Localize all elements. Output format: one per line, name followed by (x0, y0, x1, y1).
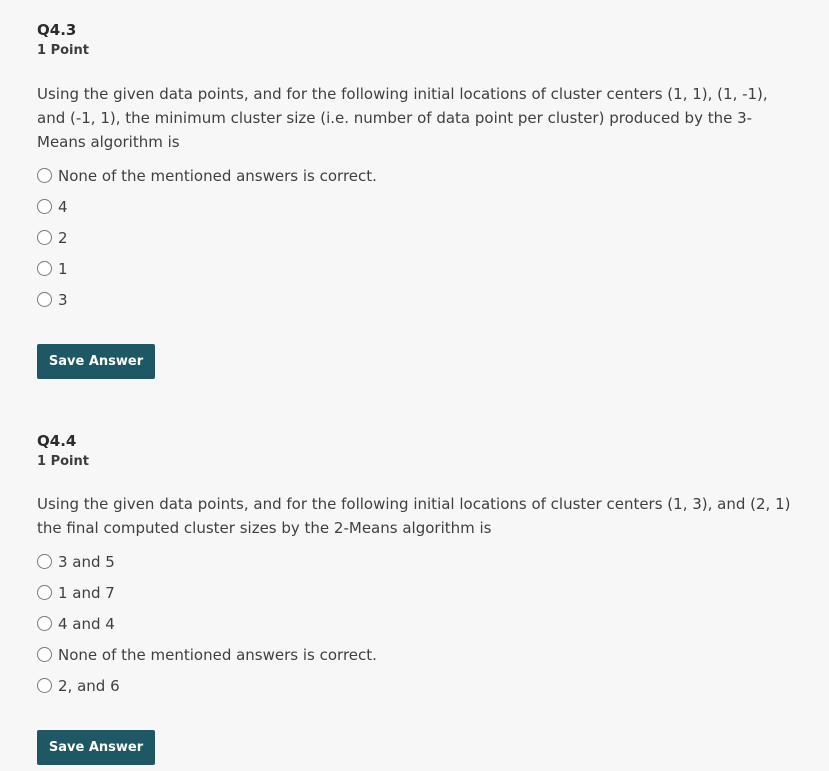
answer-option-2-and-6[interactable] (37, 670, 797, 701)
radio-button[interactable] (37, 168, 52, 183)
question-q4-3 (37, 20, 797, 379)
save-answer-button[interactable]: Save Answer (37, 344, 155, 379)
answer-option-1[interactable] (37, 253, 797, 284)
option-label: None of the mentioned answers is correct. (58, 166, 377, 185)
question-points: 1 Point (37, 454, 89, 469)
question-title: Q4.4 (37, 432, 77, 450)
answer-option-4[interactable] (37, 191, 797, 222)
option-label: 4 (58, 197, 68, 216)
radio-button[interactable] (37, 261, 52, 276)
answer-option-none-correct[interactable] (37, 639, 797, 670)
answer-option-3-and-5[interactable] (37, 546, 797, 577)
question-points: 1 Point (37, 43, 89, 58)
save-answer-button[interactable]: Save Answer (37, 730, 155, 765)
radio-button[interactable] (37, 199, 52, 214)
option-label: None of the mentioned answers is correct. (58, 645, 377, 664)
radio-button[interactable] (37, 585, 52, 600)
option-label: 3 and 5 (58, 552, 115, 571)
option-label: 2, and 6 (58, 676, 120, 695)
answer-option-3[interactable] (37, 284, 797, 315)
radio-button[interactable] (37, 554, 52, 569)
answer-options (37, 546, 797, 701)
radio-button[interactable] (37, 647, 52, 662)
answer-options (37, 160, 797, 315)
radio-button[interactable] (37, 292, 52, 307)
option-label: 1 and 7 (58, 583, 115, 602)
option-label: 2 (58, 228, 68, 247)
option-label: 4 and 4 (58, 614, 115, 633)
option-label: 1 (58, 259, 68, 278)
question-text: Using the given data points, and for the following initial locations of cluster centers (1, 3), and (2, 1) the final computed cluster sizes by the 2-Means algorithm is (37, 495, 791, 537)
answer-option-2[interactable] (37, 222, 797, 253)
answer-option-4-and-4[interactable] (37, 608, 797, 639)
question-text: Using the given data points, and for the following initial locations of cluster centers (1, 1), (1, -1), and (-1, 1), the minimum cluster size (i.e. number of data point per cluster) produced by the 3-Means algorithm is (37, 85, 768, 151)
question-q4-4 (37, 431, 797, 765)
radio-button[interactable] (37, 616, 52, 631)
answer-option-none-correct[interactable] (37, 160, 797, 191)
radio-button[interactable] (37, 230, 52, 245)
answer-option-1-and-7[interactable] (37, 577, 797, 608)
option-label: 3 (58, 290, 68, 309)
radio-button[interactable] (37, 678, 52, 693)
question-title: Q4.3 (37, 21, 77, 39)
